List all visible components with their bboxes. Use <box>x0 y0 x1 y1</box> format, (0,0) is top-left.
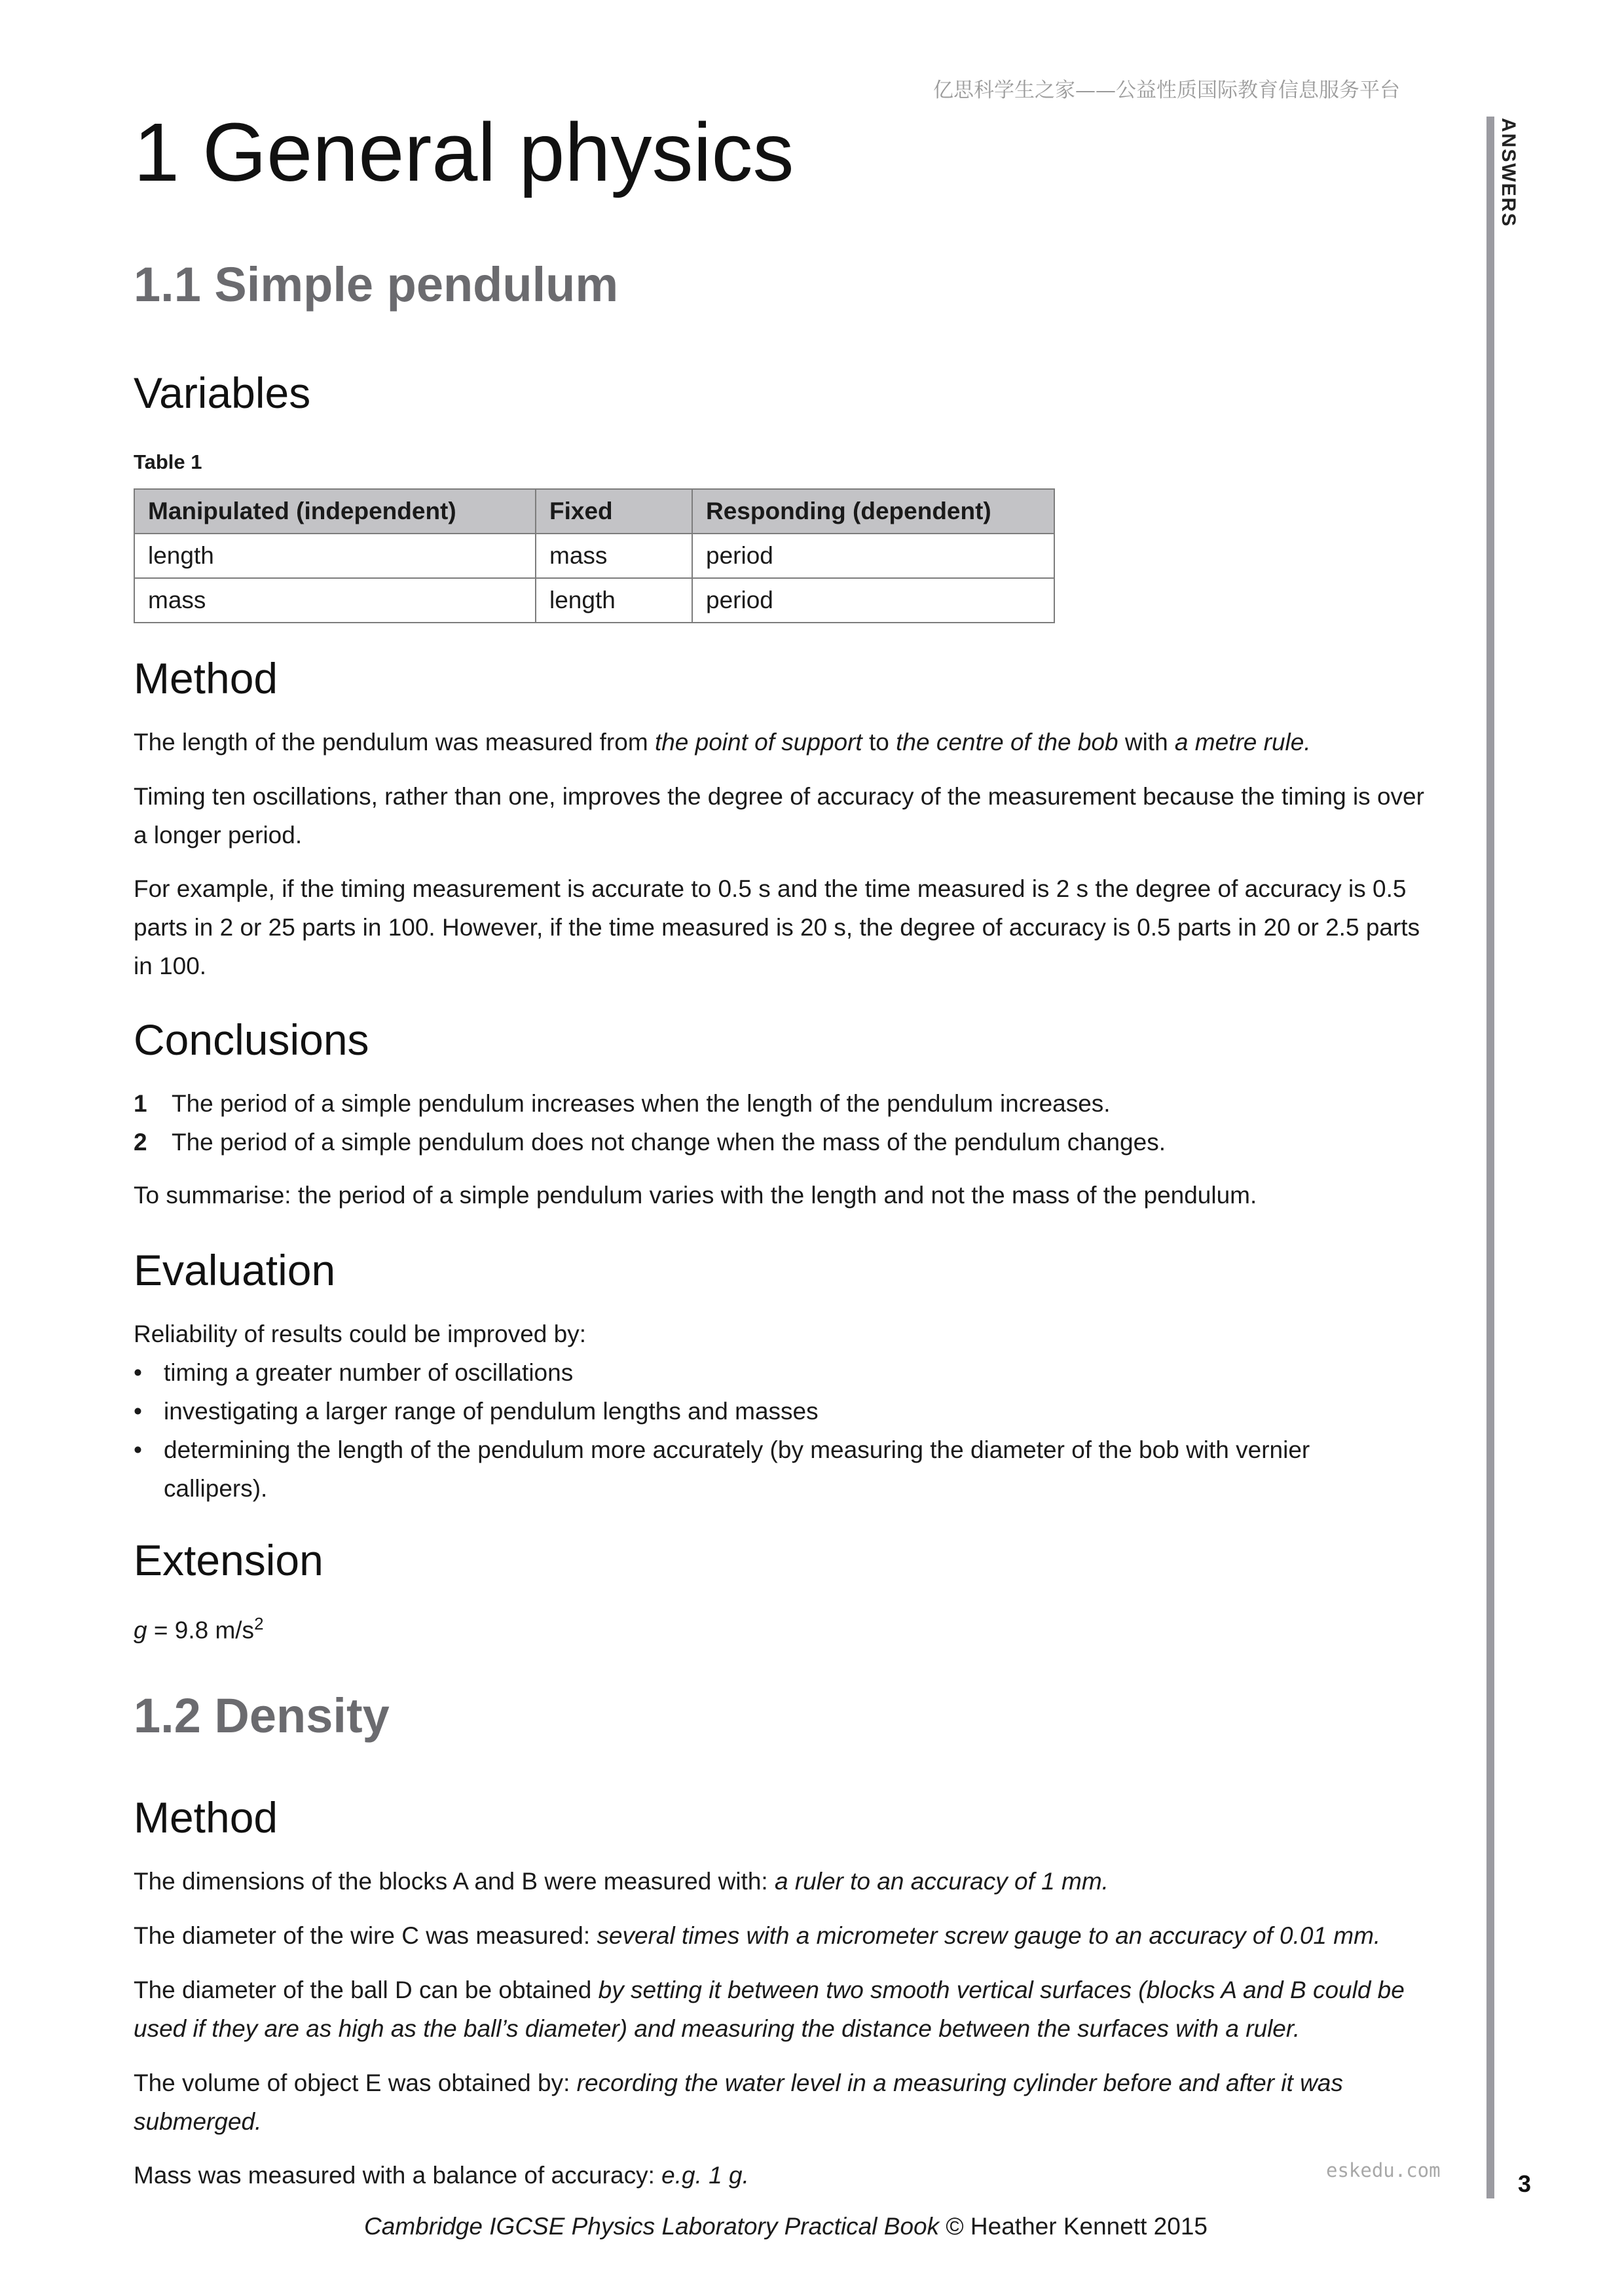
table-cell: period <box>692 534 1054 578</box>
table-cell: mass <box>536 534 692 578</box>
method-heading: Method <box>134 654 278 702</box>
table-caption: Table 1 <box>134 450 202 473</box>
density-paragraph-3: The diameter of the ball D can be obtained by setting it between two smooth vertical surfaces (blocks A and B could be used if they are as high as the ball’s diameter) and measuring the distance between the surfaces with a ruler. <box>134 1977 1405 2042</box>
density-paragraph-1: The dimensions of the blocks A and B were measured with: a ruler to an accuracy of 1 mm. <box>134 1868 1109 1895</box>
table-cell: length <box>134 534 536 578</box>
table-row <box>134 578 1054 623</box>
list-item: • determining the length of the pendulum more accurately (by measuring the diameter of the bob with vernier callipers). <box>134 1430 1378 1508</box>
page-footer: Cambridge IGCSE Physics Laboratory Practical Book © Heather Kennett 2015 <box>364 2213 1208 2240</box>
variables-table <box>134 488 1055 623</box>
chapter-title: 1 General physics <box>134 106 794 198</box>
variables-heading: Variables <box>134 369 311 417</box>
summary-paragraph: To summarise: the period of a simple pendulum varies with the length and not the mass of the pendulum. <box>134 1182 1257 1209</box>
table-header: Responding (dependent) <box>692 489 1054 534</box>
method-paragraph-3: For example, if the timing measurement is accurate to 0.5 s and the time measured is 2 s the degree of accuracy is 0.5 parts in 2 or 25 parts in 100. However, if the time measured is 20 s, the degree of accuracy is 0.5 parts in 20 or 2.5 parts in 100. <box>134 875 1420 979</box>
side-bar <box>1486 117 1494 2198</box>
list-item: 1 The period of a simple pendulum increases when the length of the pendulum increases. <box>134 1090 1111 1117</box>
table-header: Manipulated (independent) <box>134 489 536 534</box>
table-row <box>134 534 1054 578</box>
extension-heading: Extension <box>134 1536 323 1584</box>
density-paragraph-2: The diameter of the wire C was measured: several times with a micrometer screw gauge to an accuracy of 0.01 mm. <box>134 1922 1381 1949</box>
evaluation-list <box>134 1353 1378 1508</box>
section-title-pendulum: 1.1 Simple pendulum <box>134 257 619 312</box>
table-header-row <box>134 489 1054 534</box>
method-paragraph-1: The length of the pendulum was measured from the point of support to the centre of the bob with a metre rule. <box>134 729 1311 756</box>
list-item: 2 The period of a simple pendulum does not change when the mass of the pendulum changes. <box>134 1129 1166 1156</box>
table-header: Fixed <box>536 489 692 534</box>
density-method-heading: Method <box>134 1793 278 1842</box>
table-cell: length <box>536 578 692 623</box>
page-number: 3 <box>1518 2170 1532 2197</box>
evaluation-heading: Evaluation <box>134 1246 336 1294</box>
density-paragraph-4: The volume of object E was obtained by: recording the water level in a measuring cylinder before and after it was submerged. <box>134 2069 1343 2135</box>
table-cell: mass <box>134 578 536 623</box>
density-paragraph-5: Mass was measured with a balance of accuracy: e.g. 1 g. <box>134 2162 749 2189</box>
list-item: • investigating a larger range of pendulum lengths and masses <box>134 1392 1378 1430</box>
section-title-density: 1.2 Density <box>134 1688 390 1743</box>
conclusions-heading: Conclusions <box>134 1015 369 1064</box>
side-label: ANSWERS <box>1498 118 1519 228</box>
method-paragraph-2: Timing ten oscillations, rather than one, improves the degree of accuracy of the measurement because the timing is over a longer period. <box>134 783 1424 848</box>
extension-formula: g = 9.8 $m/s^2$ <box>134 1614 264 1644</box>
list-item: • timing a greater number of oscillations <box>134 1353 1378 1392</box>
table-cell: period <box>692 578 1054 623</box>
evaluation-intro: Reliability of results could be improved by: <box>134 1321 586 1347</box>
watermark-bottom: eskedu.com <box>1326 2159 1441 2181</box>
conclusions-list <box>134 1084 1443 1161</box>
watermark-top: 亿思科学生之家——公益性质国际教育信息服务平台 <box>933 79 1400 102</box>
